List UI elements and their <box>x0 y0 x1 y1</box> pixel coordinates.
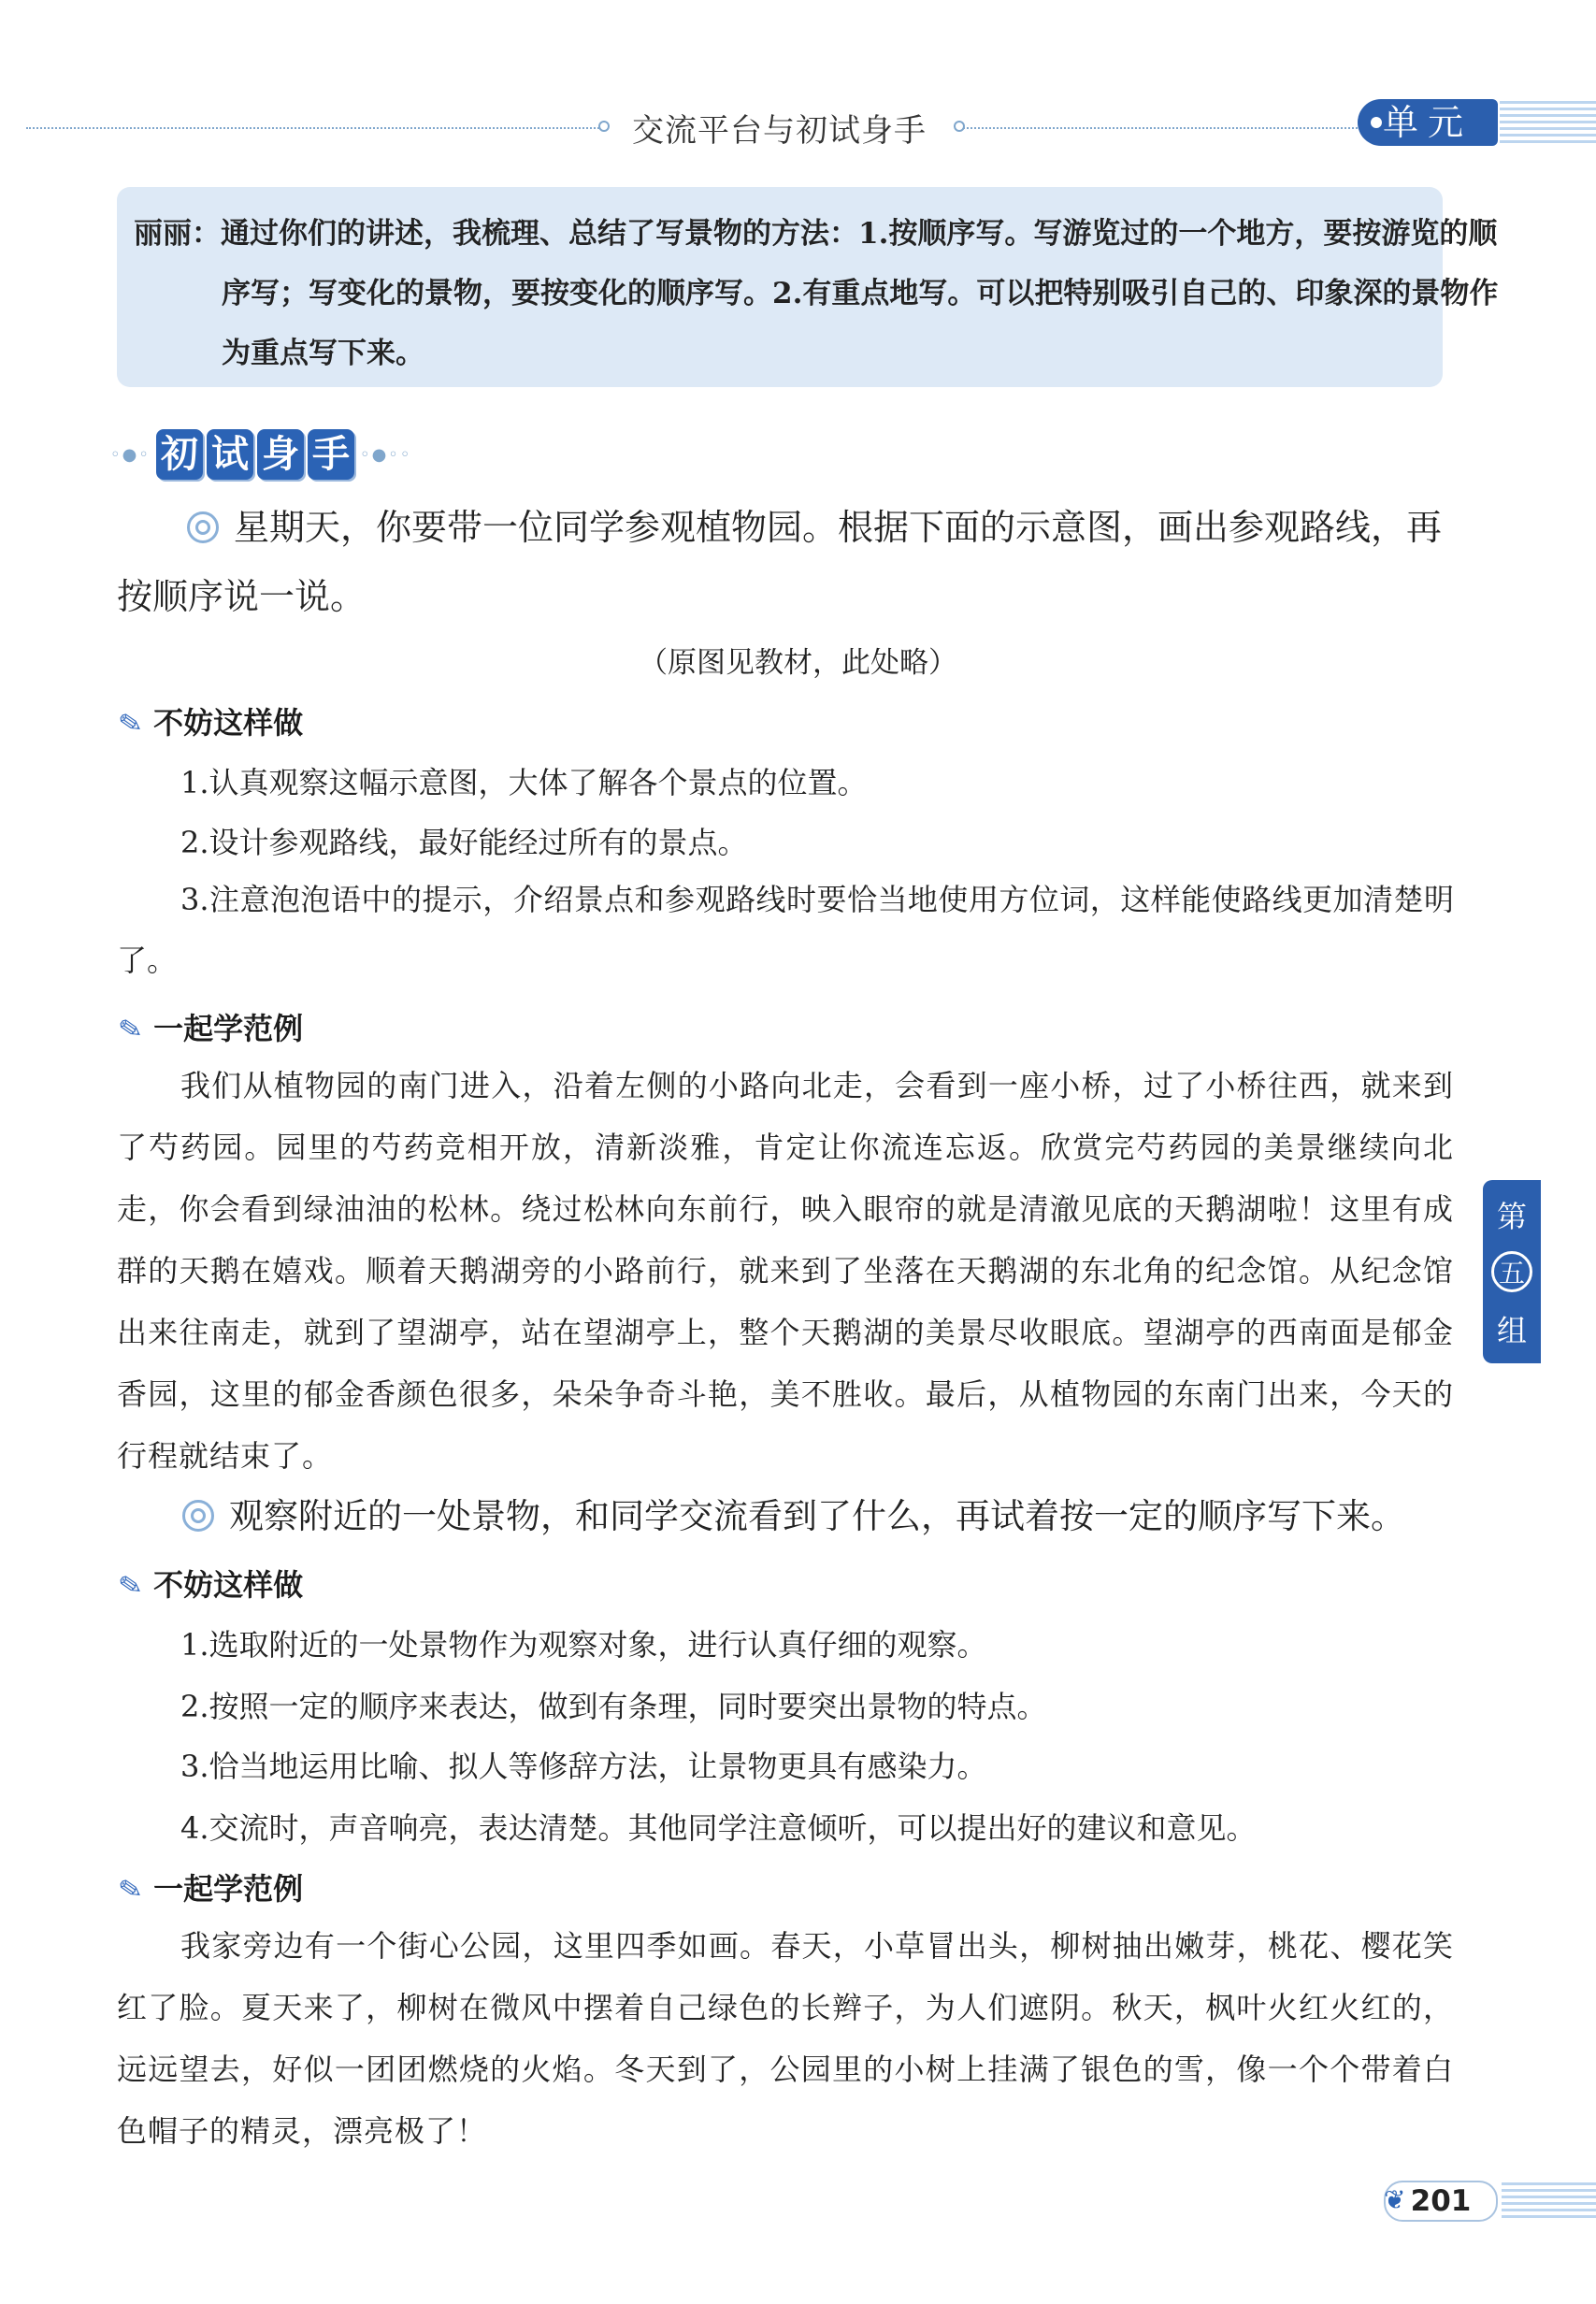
swirl-icon <box>187 511 219 543</box>
unit-badge <box>1358 99 1498 146</box>
page-header-title: 交流平台与初试身手 <box>632 112 927 150</box>
task-1-text: 星期天，你要带一位同学参观植物园。根据下面的示意图，画出参观路线，再按顺序说一说。 <box>117 507 1443 617</box>
banner-beads-right: ◦●◦◦ <box>359 444 412 465</box>
example-heading-1 <box>116 1005 304 1048</box>
quote-speaker: 丽丽： <box>134 217 221 251</box>
footer-stripes-decoration <box>1502 2182 1596 2218</box>
tip-item: 3.恰当地运用比喻、拟人等修辞方法，让景物更具有感染力。 <box>180 1749 987 1784</box>
header-rule-right <box>963 127 1358 129</box>
header-rule-left <box>26 127 606 129</box>
unit-badge-dot <box>1371 117 1382 128</box>
task-1-prompt <box>117 493 1463 631</box>
tip-item: 4.交流时，声音响亮，表达清楚。其他同学注意倾听，可以提出好的建议和意见。 <box>180 1810 1257 1846</box>
side-tab-top: 第 <box>1496 1199 1527 1234</box>
quote-text: 通过你们的讲述，我梳理、总结了写景物的方法：1.按顺序写。写游览过的一个地方，要按游览的顺序写；写变化的景物，要按变化的顺序写。2.有重点地写。可以把特别吸引自己的、印象深的景物作为重点写下来。 <box>221 217 1499 370</box>
tip-item: 1.认真观察这幅示意图，大体了解各个景点的位置。 <box>180 765 868 800</box>
example-heading-2 <box>116 1865 304 1908</box>
banner-tiles <box>156 429 354 480</box>
tips-heading-2 <box>116 1562 304 1605</box>
swirl-icon <box>182 1500 214 1532</box>
banner-tile: 初 <box>156 429 203 480</box>
tip-item: 1.选取附近的一处景物作为观察对象，进行认真仔细的观察。 <box>180 1627 987 1663</box>
example-paragraph-1: 我们从植物园的南门进入，沿着左侧的小路向北走，会看到一座小桥，过了小桥往西，就来到了芍药园。园里的芍药竞相开放，清新淡雅，肯定让你流连忘返。欣赏完芍药园的美景继续向北走，你会看到绿油油的松林。绕过松林向东前行，映入眼帘的就是清澈见底的天鹅湖啦！这里有成群的天鹅在嬉戏。顺着天鹅湖旁的小路前行，就来到了坐落在天鹅湖的东北角的纪念馆。从纪念馆出来往南走，就到了望湖亭，站在望湖亭上，整个天鹅湖的美景尽收眼底。望湖亭的西南面是郁金香园，这里的郁金香颜色很多，朵朵争奇斗艳，美不胜收。最后，从植物园的东南门出来，今天的行程就结束了。 <box>117 1068 1454 1474</box>
banner-tile: 身 <box>257 429 304 480</box>
example-paragraph-2: 我家旁边有一个街心公园，这里四季如画。春天，小草冒出头，柳树抽出嫩芽，桃花、樱花笑红了脸。夏天来了，柳树在微风中摆着自己绿色的长辫子，为人们遮阴。秋天，枫叶火红火红的，远远望去，好似一团团燃烧的火焰。冬天到了，公园里的小树上挂满了银色的雪，像一个个带着白色帽子的精灵，漂亮极了！ <box>117 1928 1454 2149</box>
tip-item: 2.按照一定的顺序来表达，做到有条理，同时要突出景物的特点。 <box>180 1689 1047 1724</box>
pencil-icon: ✎ <box>116 1568 145 1605</box>
tips-heading-1-text: 不妨这样做 <box>153 705 304 741</box>
tip-item: 2.设计参观路线，最好能经过所有的景点。 <box>180 825 748 860</box>
header-rule-start-dot <box>954 121 965 132</box>
leaf-icon: ❦ <box>1384 2184 1406 2215</box>
summary-quote <box>134 204 1521 383</box>
section-banner <box>110 425 412 483</box>
figure-omitted-note: （原图见教材，此处略） <box>639 646 957 680</box>
unit-badge-label: 单元 <box>1382 102 1473 143</box>
side-tab-number: 五 <box>1491 1251 1532 1292</box>
banner-tile: 试 <box>207 429 253 480</box>
tip-item: 3.注意泡泡语中的提示，介绍景点和参观路线时要恰当地使用方位词，这样能使路线更加清楚明了。 <box>117 882 1454 978</box>
summary-quote-box <box>117 187 1499 387</box>
side-tab-bottom: 组 <box>1496 1313 1527 1348</box>
tips-heading-1 <box>116 699 304 742</box>
banner-tile: 手 <box>308 429 354 480</box>
page-number: 201 <box>1384 2181 1498 2222</box>
pencil-icon: ✎ <box>116 1012 145 1048</box>
example-heading-2-text: 一起学范例 <box>153 1871 304 1907</box>
header-rule-end-dot <box>598 121 610 132</box>
task-2-prompt <box>182 1482 1510 1551</box>
banner-beads-left: ◦●◦ <box>110 444 151 465</box>
unit-side-tab <box>1483 1180 1541 1363</box>
pencil-icon: ✎ <box>116 706 145 742</box>
pencil-icon: ✎ <box>116 1872 145 1908</box>
example-heading-1-text: 一起学范例 <box>153 1011 304 1046</box>
task-2-text: 观察附近的一处景物，和同学交流看到了什么，再试着按一定的顺序写下来。 <box>229 1496 1405 1536</box>
tips-heading-2-text: 不妨这样做 <box>153 1567 304 1603</box>
header-stripes-decoration <box>1500 101 1596 144</box>
